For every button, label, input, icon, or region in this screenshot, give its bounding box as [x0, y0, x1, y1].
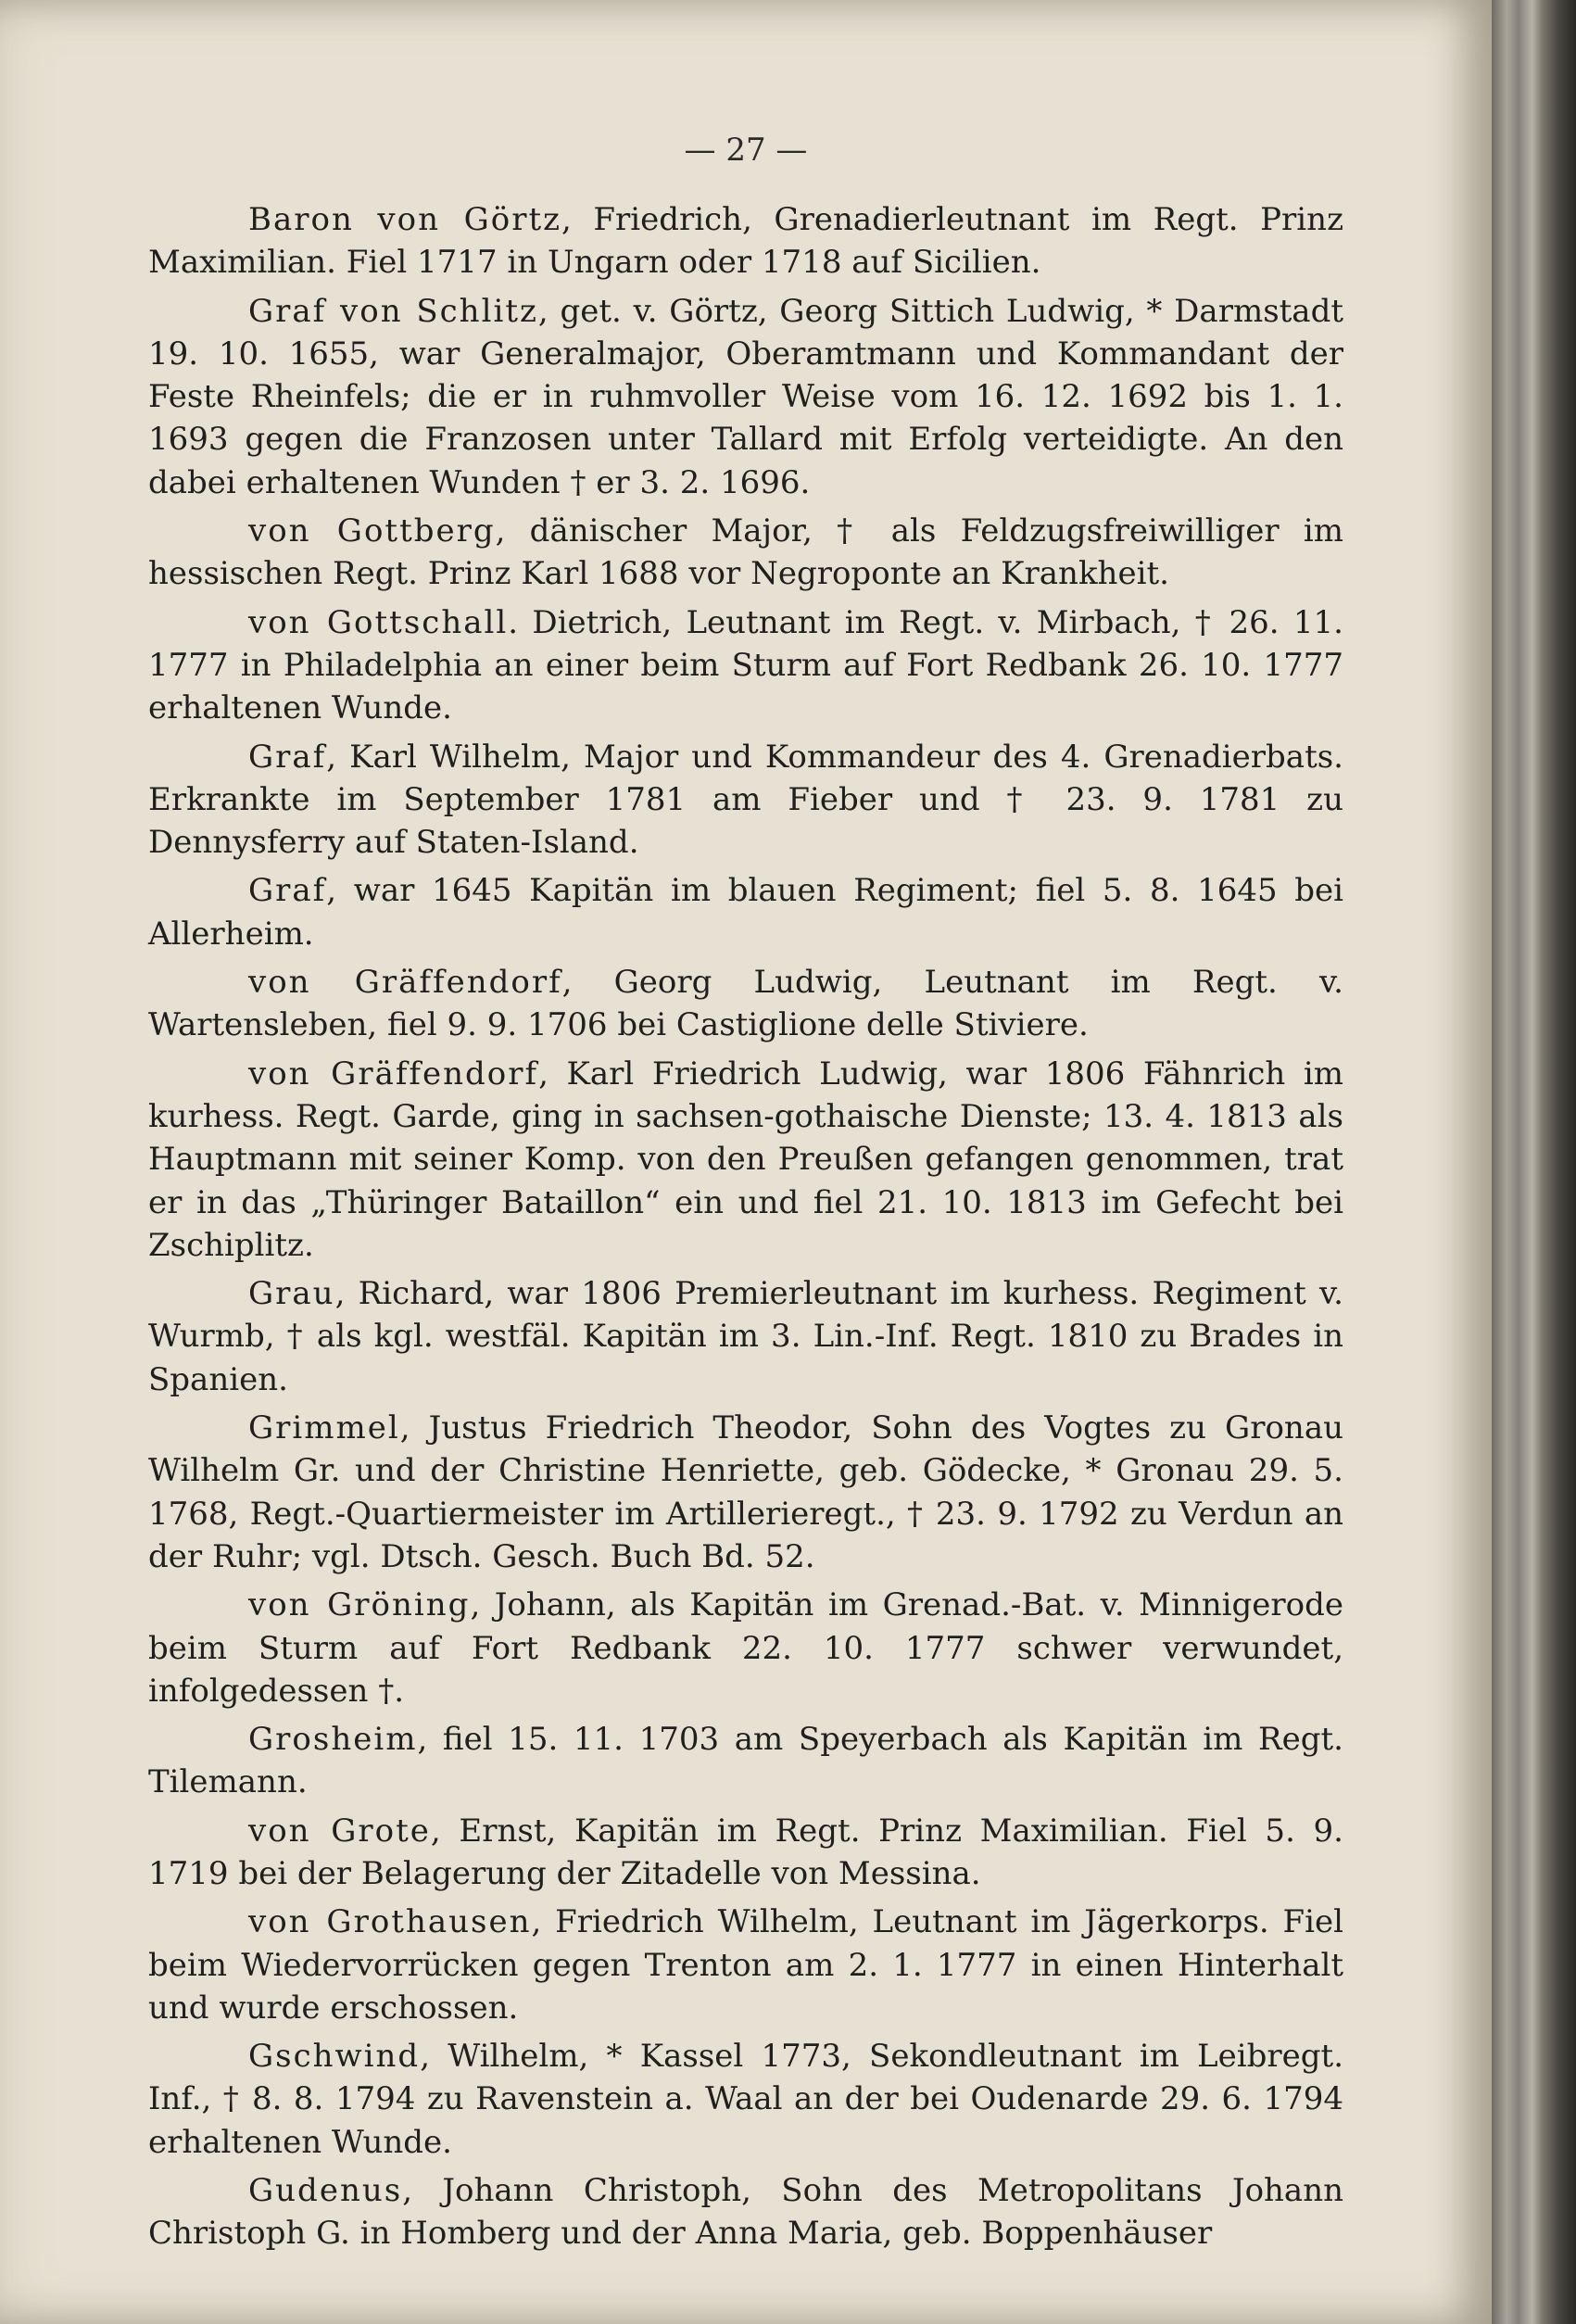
entry-groening [148, 1584, 1343, 1712]
entry-name: Grosheim [248, 1721, 418, 1759]
book-page-edge [1492, 0, 1576, 2324]
entry-name: Gschwind [248, 2038, 421, 2076]
entry-grosheim [148, 1718, 1343, 1804]
entry-grothausen [148, 1901, 1343, 2029]
entry-grote [148, 1810, 1343, 1896]
entry-goertz [148, 198, 1343, 284]
entry-graf-karl-wilhelm [148, 736, 1343, 865]
entry-text: , Ernst, Kapitän im Regt. Prinz Maximilian. Fiel 5. 9. 1719 bei der Belagerung der Zitadelle von Messina. [148, 1812, 1343, 1892]
entry-name: von Gräffendorf [248, 964, 562, 1002]
entry-text: , Johann, als Kapitän im Grenad.-Bat. v. Minnigerode beim Sturm auf Fort Redbank 22. 10. 1777 schwer verwundet, infolgedessen †. [148, 1586, 1344, 1710]
entry-name: von Gräffendorf [248, 1055, 539, 1093]
entry-text: . Dietrich, Leutnant im Regt. v. Mirbach, † 26. 11. 1777 in Philadelphia an einer beim Sturm auf Fort Redbank 26. 10. 1777 erhaltenen Wunde. [148, 603, 1343, 727]
entry-name: Baron von Görtz [248, 201, 562, 238]
entry-gudenus [148, 2169, 1343, 2255]
entry-name: von Grothausen [248, 1903, 532, 1941]
entry-text: , war 1645 Kapitän im blauen Regiment; fiel 5. 8. 1645 bei Allerheim. [148, 872, 1343, 953]
text-body [148, 198, 1343, 2261]
entry-gottberg [148, 510, 1343, 596]
entry-name: Graf [248, 872, 327, 910]
entry-name: Grau [248, 1275, 335, 1313]
entry-schlitz [148, 290, 1343, 504]
entry-graeffendorf-georg [148, 961, 1343, 1047]
entry-grau [148, 1272, 1343, 1401]
page-number: — 27 — [684, 132, 808, 169]
entry-grimmel [148, 1407, 1343, 1578]
entry-text: , Johann Christoph, Sohn des Metropolitans Johann Christoph G. in Homberg und der Anna Maria, geb. Boppenhäuser [148, 2172, 1343, 2253]
entry-name: Graf von Schlitz [248, 292, 538, 330]
entry-graf-kapitaen [148, 869, 1343, 955]
entry-name: von Grote [248, 1812, 431, 1850]
entry-name: Graf [248, 738, 327, 776]
entry-graeffendorf-karl [148, 1053, 1343, 1267]
entry-name: von Gottberg [248, 512, 496, 550]
entry-text: , Friedrich Wilhelm, Leutnant im Jägerkorps. Fiel beim Wiedervorrücken gegen Trenton am 2. 1. 1777 in einen Hinterhalt und wurde erschossen. [148, 1903, 1343, 2027]
entry-gschwind [148, 2035, 1343, 2164]
entry-name: Gudenus [248, 2172, 403, 2210]
entry-text: , Wilhelm, * Kassel 1773, Sekondleutnant im Leibregt. Inf., † 8. 8. 1794 zu Ravenstein a. Waal an der bei Oudenarde 29. 6. 1794 erhaltenen Wunde. [148, 2038, 1343, 2161]
entry-name: von Gröning [248, 1586, 471, 1624]
entry-text: , dänischer Major, † als Feldzugsfreiwilliger im hessischen Regt. Prinz Karl 1688 vor Negroponte an Krankheit. [148, 512, 1343, 593]
entry-gottschall [148, 601, 1343, 730]
entry-name: von Gottschall [248, 603, 509, 641]
entry-text: , Richard, war 1806 Premierleutnant im kurhess. Regiment v. Wurmb, † als kgl. westfäl. Kapitän im 3. Lin.-Inf. Regt. 1810 zu Brades in Spanien. [148, 1275, 1343, 1398]
entry-name: Grimmel [248, 1409, 400, 1447]
entry-text: , Georg Ludwig, Leutnant im Regt. v. Wartensleben, fiel 9. 9. 1706 bei Castiglione delle Stiviere. [148, 964, 1343, 1044]
entry-text: , get. v. Görtz, Georg Sittich Ludwig, * Darmstadt 19. 10. 1655, war Generalmajor, Oberamtmann und Kommandant der Feste Rheinfels; die er in ruhmvoller Weise vom 16. 12. 1692 bis 1. 1. 1693 gegen die Franzosen unter Tallard mit Erfolg verteidigte. An den dabei erhaltenen Wunden † er 3. 2. 1696. [148, 292, 1344, 501]
entry-text: , Justus Friedrich Theodor, Sohn des Vogtes zu Gronau Wilhelm Gr. und der Christine Henriette, geb. Gödecke, * Gronau 29. 5. 1768, Regt.-Quartiermeister im Artillerieregt., † 23. 9. 1792 zu Verdun an der Ruhr; vgl. Dtsch. Gesch. Buch Bd. 52. [148, 1409, 1343, 1575]
entry-text: , Karl Wilhelm, Major und Kommandeur des 4. Grenadierbats. Erkrankte im September 1781 am Fieber und † 23. 9. 1781 zu Dennysferry auf Staten-Island. [148, 738, 1343, 862]
entry-text: , Friedrich, Grenadierleutnant im Regt. Prinz Maximilian. Fiel 1717 in Ungarn oder 1718 auf Sicilien. [148, 201, 1343, 282]
entry-text: , Karl Friedrich Ludwig, war 1806 Fähnrich im kurhess. Regt. Garde, ging in sachsen-gothaische Dienste; 13. 4. 1813 als Hauptmann mit seiner Komp. von den Preußen gefangen genommen, trat er in das „Thüringer Bataillon“ ein und fiel 21. 10. 1813 im Gefecht bei Zschiplitz. [148, 1055, 1343, 1264]
entry-text: , fiel 15. 11. 1703 am Speyerbach als Kapitän im Regt. Tilemann. [148, 1721, 1343, 1801]
